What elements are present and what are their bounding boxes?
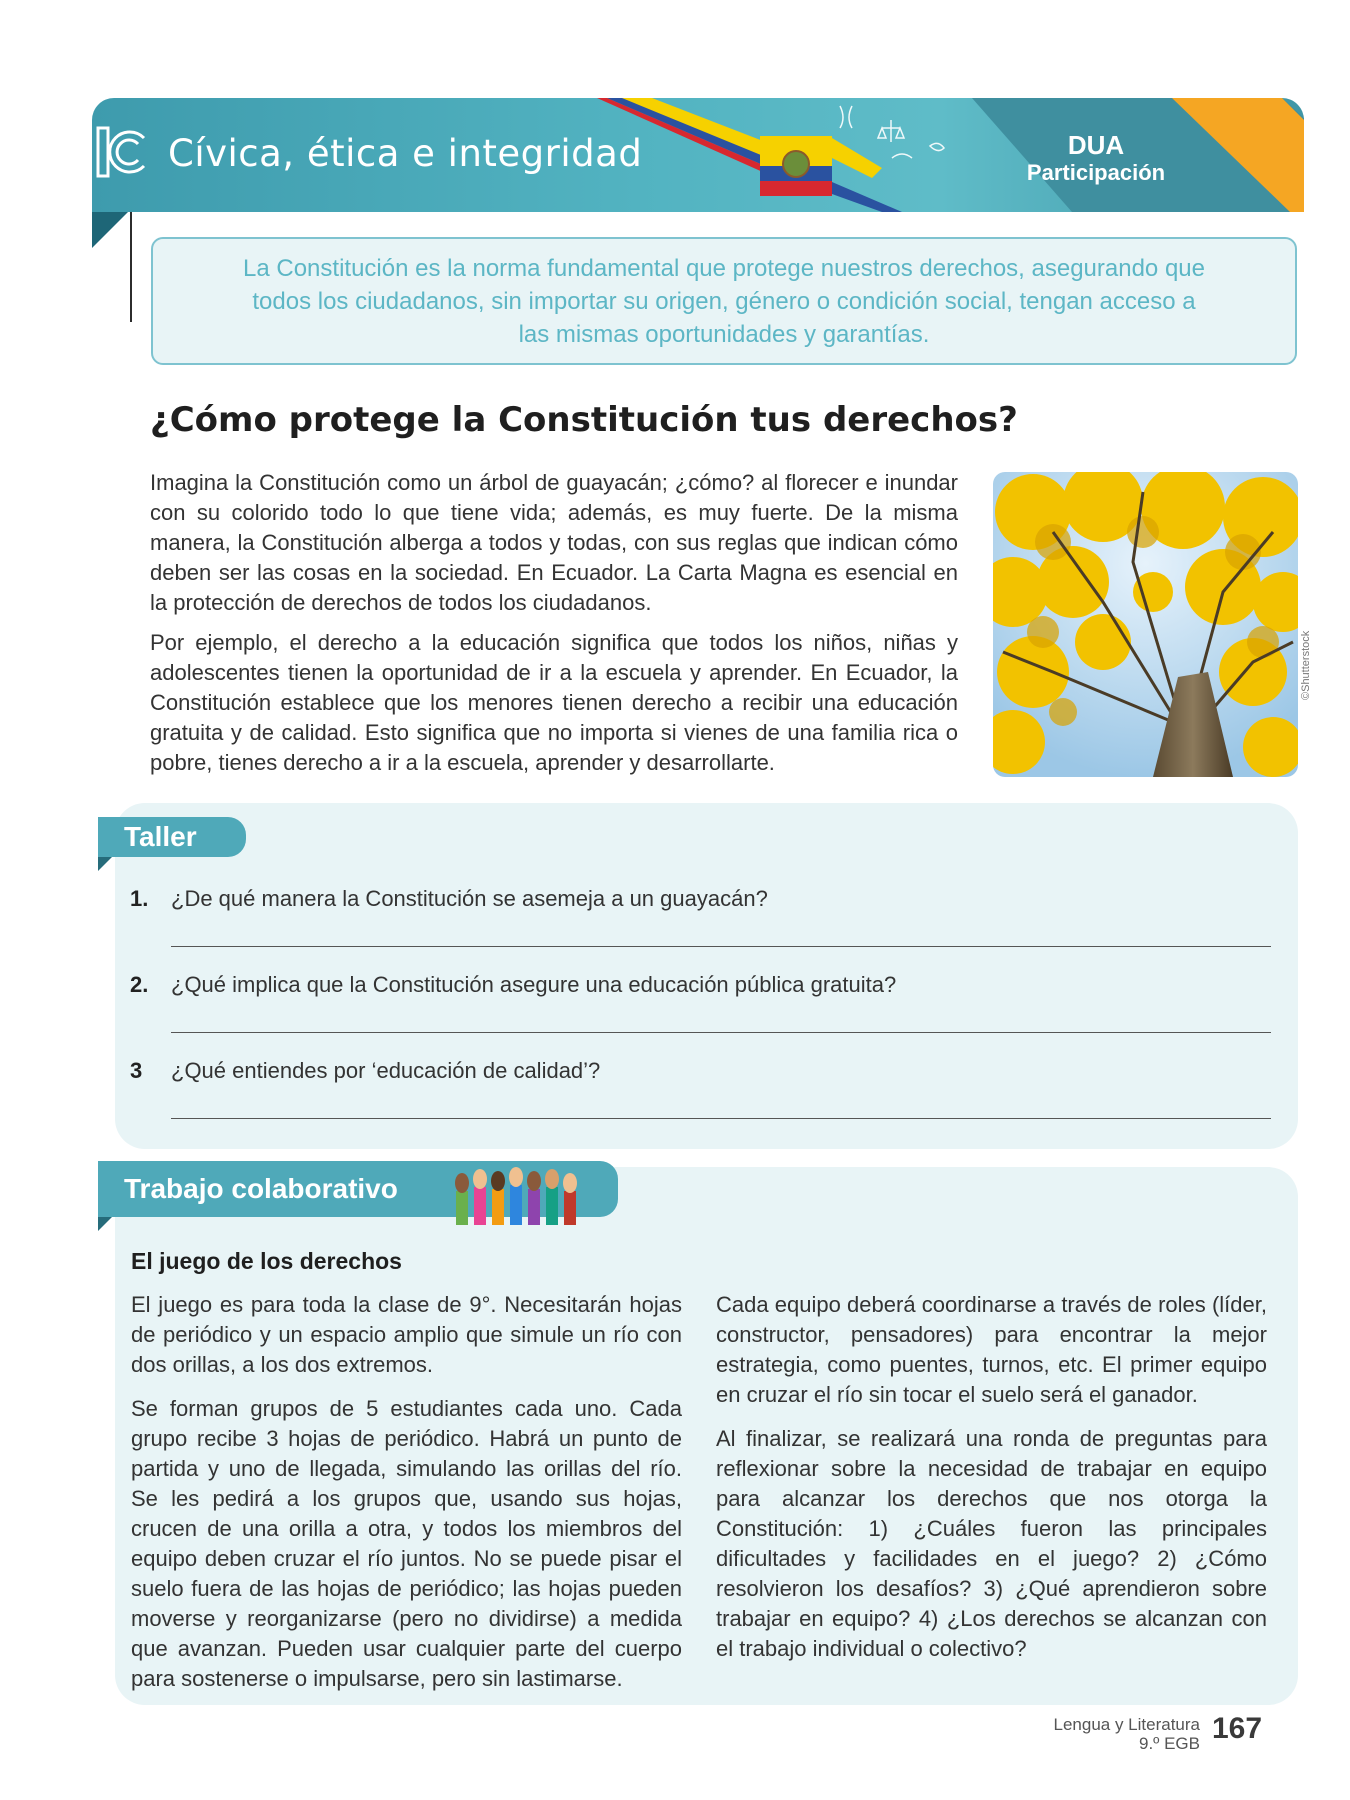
dua-badge bbox=[996, 130, 1196, 186]
collab-paragraph: Al finalizar, se realizará una ronda de preguntas para reflexionar sobre la necesidad de trabajar en equipo para alcanzar los derechos que nos otorga la Constitución: 1) ¿Cuáles fueron las principales dificultades y facilidades en el juego? 2) ¿Cómo resolvieron los desafíos? 3) ¿Qué aprendieron sobre trabajar en equipo? 4) ¿Los derechos se alcanzan con el trabajo individual o colectivo? bbox=[716, 1426, 1267, 1661]
page-number: 167 bbox=[1212, 1712, 1263, 1745]
intro-box bbox=[151, 237, 1297, 365]
taller-label: Taller bbox=[124, 821, 197, 852]
question-text: ¿Qué implica que la Constitución asegure una educación pública gratuita? bbox=[171, 972, 897, 997]
collab-paragraph: Se forman grupos de 5 estudiantes cada uno. Cada grupo recibe 3 hojas de periódico. Habrá un punto de partida y uno de llegada, simulando las orillas del río. Se les pedirá a los grupos que, usando sus hojas, crucen de una orilla a otra, y todos los miembros del equipo deben cruzar el río juntos. No se puede pisar el suelo fuera de las hojas de periódico; las hojas pueden moverse y reorganizarse (pero no dividirse) a medida que avanzan. Pueden usar cualquier parte del cuerpo para sostenerse o impulsarse, pero sin lastimarse. bbox=[131, 1396, 682, 1691]
answer-line[interactable] bbox=[171, 1032, 1271, 1033]
answer-line[interactable] bbox=[171, 946, 1271, 947]
article-paragraph: Por ejemplo, el derecho a la educación significa que todos los niños, niñas y adolescentes tienen la oportunidad de ir a la escuela y aprender. En Ecuador, la Constitución establece que los menores tienen derecho a recibir una educación gratuita y de calidad. Esto significa que no importa si vienes de una familia rica o pobre, tienes derecho a ir a la escuela, aprender y desarrollarte. bbox=[150, 630, 958, 775]
section-banner bbox=[92, 98, 1304, 212]
article-body bbox=[150, 468, 958, 788]
footer-info bbox=[1054, 1715, 1201, 1753]
ic-logo-icon bbox=[92, 122, 152, 182]
banner-rule bbox=[130, 212, 132, 322]
banner-fold bbox=[92, 212, 128, 248]
taller-tab-fold bbox=[98, 857, 112, 871]
question-list bbox=[130, 880, 1270, 1138]
photo-credit: ©Shutterstock bbox=[1300, 630, 1312, 700]
answer-line[interactable] bbox=[171, 1118, 1271, 1119]
collab-paragraph: Cada equipo deberá coordinarse a través de roles (líder, constructor, pensadores) para encontrar la mejor estrategia, como puentes, turnos, etc. El primer equipo en cruzar el río sin tocar el suelo será el ganador. bbox=[716, 1292, 1267, 1407]
raised-hands-icon bbox=[448, 1163, 596, 1225]
question-text: ¿De qué manera la Constitución se asemeja a un guayacán? bbox=[171, 886, 768, 911]
question-item bbox=[130, 966, 1270, 1052]
collab-left-column bbox=[131, 1290, 682, 1708]
collab-label: Trabajo colaborativo bbox=[124, 1173, 398, 1204]
footer-grade: 9.º EGB bbox=[1138, 1734, 1200, 1753]
section-title: Cívica, ética e integridad bbox=[168, 132, 643, 175]
intro-text: La Constitución es la norma fundamental que protege nuestros derechos, asegurando que todos los ciudadanos, sin importar su origen, género o condición social, tengan acceso a las mismas oportunidades y garantías. bbox=[243, 254, 1205, 348]
collab-tab-fold bbox=[98, 1217, 112, 1231]
question-number: 2. bbox=[130, 972, 149, 997]
taller-tab bbox=[98, 817, 246, 857]
question-number: 3 bbox=[130, 1058, 143, 1083]
question-number: 1. bbox=[130, 886, 149, 911]
article-paragraph: Imagina la Constitución como un árbol de guayacán; ¿cómo? al florecer e inundar con su colorido todo lo que tiene vida; además, es muy fuerte. De la misma manera, la Constitución alberga a todos y todas, con sus reglas que indican cómo deben ser las cosas en la sociedad. En Ecuador. La Carta Magna es esencial en la protección de derechos de todos los ciudadanos. bbox=[150, 470, 958, 615]
question-item bbox=[130, 880, 1270, 966]
dua-sub: Participación bbox=[1026, 160, 1166, 185]
question-text: ¿Qué entiendes por ‘educación de calidad’? bbox=[171, 1058, 601, 1083]
guayacan-tree-photo bbox=[993, 472, 1298, 777]
collab-paragraph: El juego es para toda la clase de 9°. Necesitarán hojas de periódico y un espacio amplio que simule un río con dos orillas, a los dos extremos. bbox=[131, 1292, 682, 1377]
collab-right-column bbox=[716, 1290, 1267, 1678]
footer-subject: Lengua y Literatura bbox=[1053, 1715, 1200, 1734]
dua-label: DUA bbox=[1067, 130, 1125, 160]
collab-subtitle: El juego de los derechos bbox=[131, 1248, 402, 1274]
question-item bbox=[130, 1052, 1270, 1138]
page-title: ¿Cómo protege la Constitución tus derechos? bbox=[150, 400, 1018, 440]
